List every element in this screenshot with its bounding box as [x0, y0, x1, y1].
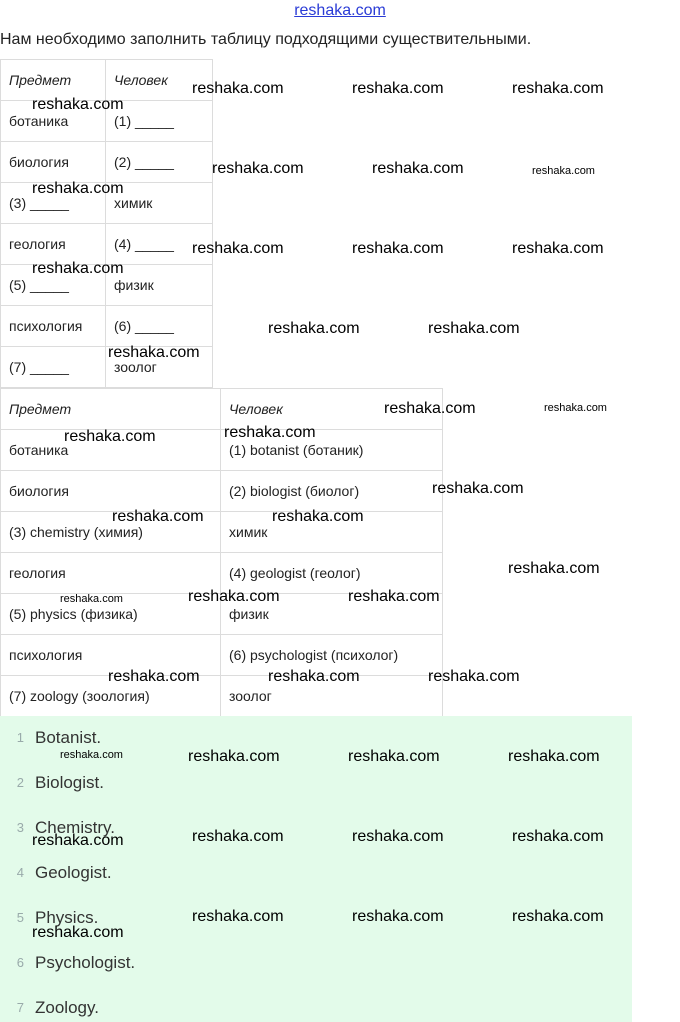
- column-header-person: Человек: [106, 60, 213, 101]
- answer-text: Botanist.: [35, 728, 102, 747]
- answer-text: Physics.: [35, 908, 99, 927]
- watermark: reshaka.com: [32, 96, 124, 113]
- watermark: reshaka.com: [352, 828, 444, 845]
- item-number: 6: [16, 955, 24, 970]
- watermark: reshaka.com: [512, 240, 604, 257]
- subject-cell: психология: [1, 635, 221, 676]
- table-row: [1, 553, 443, 594]
- watermark: reshaka.com: [192, 80, 284, 97]
- subject-cell: биология: [1, 142, 106, 183]
- subject-cell: биология: [1, 471, 221, 512]
- answer-list: [0, 716, 632, 1022]
- table-row: [1, 306, 213, 347]
- subject-cell: геология: [1, 553, 221, 594]
- watermark: reshaka.com: [428, 320, 520, 337]
- person-cell: зоолог: [106, 347, 213, 388]
- list-item: [0, 906, 98, 930]
- answer-text: Biologist.: [35, 773, 104, 792]
- blank-table: [0, 59, 213, 388]
- table-row: [1, 101, 213, 142]
- column-header-subject: Предмет: [1, 60, 106, 101]
- watermark: reshaka.com: [32, 832, 124, 849]
- table-row: [1, 430, 443, 471]
- subject-cell: (3) chemistry (химия): [1, 512, 221, 553]
- person-cell: (4) _____: [106, 224, 213, 265]
- watermark: reshaka.com: [512, 80, 604, 97]
- watermark: reshaka.com: [432, 480, 524, 497]
- person-cell: химик: [106, 183, 213, 224]
- watermark: reshaka.com: [512, 828, 604, 845]
- table-row: [1, 183, 213, 224]
- watermark: reshaka.com: [544, 402, 607, 414]
- table-header-row: [1, 60, 213, 101]
- table-row: [1, 635, 443, 676]
- list-item: [0, 996, 99, 1020]
- task-instruction: Нам необходимо заполнить таблицу подходящими существительными.: [0, 31, 532, 48]
- watermark: reshaka.com: [60, 593, 123, 605]
- subject-cell: (5) _____: [1, 265, 106, 306]
- person-cell: (6) psychologist (психолог): [221, 635, 443, 676]
- watermark: reshaka.com: [508, 560, 600, 577]
- table-row: [1, 471, 443, 512]
- watermark: reshaka.com: [64, 428, 156, 445]
- list-item: [0, 726, 101, 750]
- table-row: [1, 676, 443, 717]
- watermark: reshaka.com: [32, 180, 124, 197]
- watermark: reshaka.com: [348, 588, 440, 605]
- watermark: reshaka.com: [508, 748, 600, 765]
- watermark: reshaka.com: [108, 344, 200, 361]
- watermark: reshaka.com: [372, 160, 464, 177]
- table-row: [1, 142, 213, 183]
- person-cell: (6) _____: [106, 306, 213, 347]
- list-item: [0, 861, 112, 885]
- subject-cell: (7) zoology (зоология): [1, 676, 221, 717]
- watermark: reshaka.com: [268, 320, 360, 337]
- watermark: reshaka.com: [32, 924, 124, 941]
- watermark: reshaka.com: [112, 508, 204, 525]
- person-cell: (2) _____: [106, 142, 213, 183]
- watermark: reshaka.com: [192, 240, 284, 257]
- subject-cell: ботаника: [1, 430, 221, 471]
- table-header-row: [1, 389, 443, 430]
- filled-table: [0, 388, 443, 717]
- answer-text: Psychologist.: [35, 953, 136, 972]
- watermark: reshaka.com: [212, 160, 304, 177]
- answer-text: Geologist.: [35, 863, 112, 882]
- watermark: reshaka.com: [532, 165, 595, 177]
- subject-cell: (5) physics (физика): [1, 594, 221, 635]
- subject-cell: психология: [1, 306, 106, 347]
- person-cell: (4) geologist (геолог): [221, 553, 443, 594]
- watermark: reshaka.com: [352, 908, 444, 925]
- subject-cell: (3) _____: [1, 183, 106, 224]
- item-number: 7: [16, 1000, 24, 1015]
- watermark: reshaka.com: [108, 668, 200, 685]
- watermark: reshaka.com: [428, 668, 520, 685]
- list-item: [0, 771, 104, 795]
- watermark: reshaka.com: [60, 749, 123, 761]
- watermark: reshaka.com: [352, 240, 444, 257]
- list-item: [0, 951, 135, 975]
- item-number: 3: [16, 820, 24, 835]
- subject-cell: (7) _____: [1, 347, 106, 388]
- list-item: [0, 816, 115, 840]
- watermark: reshaka.com: [272, 508, 364, 525]
- item-number: 1: [16, 730, 24, 745]
- site-link[interactable]: reshaka.com: [294, 2, 386, 19]
- person-cell: (1) _____: [106, 101, 213, 142]
- column-header-subject: Предмет: [1, 389, 221, 430]
- watermark: reshaka.com: [224, 424, 316, 441]
- person-cell: химик: [221, 512, 443, 553]
- person-cell: (2) biologist (биолог): [221, 471, 443, 512]
- item-number: 4: [16, 865, 24, 880]
- watermark: reshaka.com: [384, 400, 476, 417]
- answer-text: Chemistry.: [35, 818, 115, 837]
- item-number: 2: [16, 775, 24, 790]
- table-row: [1, 347, 213, 388]
- watermark: reshaka.com: [352, 80, 444, 97]
- person-cell: физик: [106, 265, 213, 306]
- watermark: reshaka.com: [192, 908, 284, 925]
- watermark: reshaka.com: [188, 748, 280, 765]
- item-number: 5: [16, 910, 24, 925]
- watermark: reshaka.com: [268, 668, 360, 685]
- watermark: reshaka.com: [32, 260, 124, 277]
- table-row: [1, 224, 213, 265]
- person-cell: физик: [221, 594, 443, 635]
- watermark: reshaka.com: [512, 908, 604, 925]
- subject-cell: ботаника: [1, 101, 106, 142]
- column-header-person: Человек: [221, 389, 443, 430]
- watermark: reshaka.com: [192, 828, 284, 845]
- person-cell: зоолог: [221, 676, 443, 717]
- watermark: reshaka.com: [188, 588, 280, 605]
- table-row: [1, 594, 443, 635]
- watermark: reshaka.com: [348, 748, 440, 765]
- subject-cell: геология: [1, 224, 106, 265]
- person-cell: (1) botanist (ботаник): [221, 430, 443, 471]
- table-row: [1, 512, 443, 553]
- table-row: [1, 265, 213, 306]
- answer-text: Zoology.: [35, 998, 99, 1017]
